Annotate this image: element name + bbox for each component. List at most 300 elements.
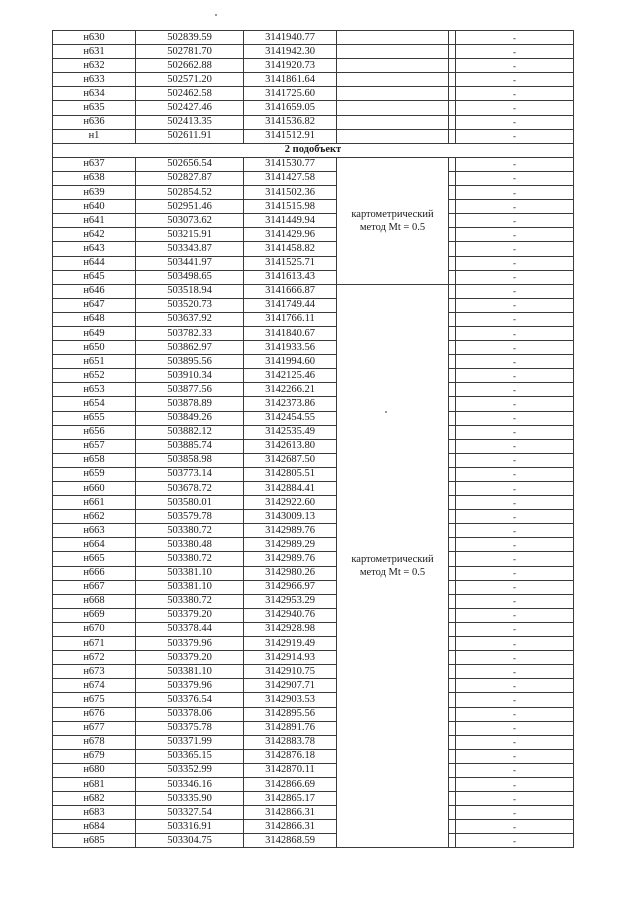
y-coordinate-cell: 3141536.82 (244, 115, 337, 129)
dash-cell: - (456, 186, 574, 200)
dash-cell: - (456, 73, 574, 87)
x-coordinate-cell: 503882.12 (136, 425, 244, 439)
y-coordinate-cell: 3141933.56 (244, 341, 337, 355)
point-id-cell: н639 (53, 186, 136, 200)
dash-cell: - (456, 200, 574, 214)
dash-cell: - (456, 820, 574, 834)
method-cell (337, 31, 449, 45)
y-coordinate-cell: 3141725.60 (244, 87, 337, 101)
spacer-cell (449, 482, 456, 496)
spacer-cell (449, 792, 456, 806)
dash-cell: - (456, 270, 574, 284)
table-row (53, 651, 574, 665)
table-row (53, 566, 574, 580)
spacer-cell (449, 453, 456, 467)
y-coordinate-cell: 3141659.05 (244, 101, 337, 115)
table-row (53, 693, 574, 707)
spacer-cell (449, 820, 456, 834)
point-id-cell: н656 (53, 425, 136, 439)
dash-cell: - (456, 355, 574, 369)
x-coordinate-cell: 503782.33 (136, 326, 244, 340)
point-id-cell: н636 (53, 115, 136, 129)
x-coordinate-cell: 503381.10 (136, 566, 244, 580)
y-coordinate-cell: 3142866.31 (244, 806, 337, 820)
dash-cell: - (456, 482, 574, 496)
dash-cell: - (456, 59, 574, 73)
table-row (53, 45, 574, 59)
spacer-cell (449, 834, 456, 848)
point-id-cell: н680 (53, 763, 136, 777)
y-coordinate-cell: 3142907.71 (244, 679, 337, 693)
dash-cell: - (456, 622, 574, 636)
x-coordinate-cell: 503380.72 (136, 524, 244, 538)
y-coordinate-cell: 3141525.71 (244, 256, 337, 270)
spacer-cell (449, 157, 456, 171)
y-coordinate-cell: 3142687.50 (244, 453, 337, 467)
table-row (53, 482, 574, 496)
y-coordinate-cell: 3142373.86 (244, 397, 337, 411)
x-coordinate-cell: 503352.99 (136, 763, 244, 777)
point-id-cell: н668 (53, 594, 136, 608)
table-row (53, 834, 574, 848)
method-cell (337, 87, 449, 101)
table-row (53, 467, 574, 481)
x-coordinate-cell: 503073.62 (136, 214, 244, 228)
spacer-cell (449, 256, 456, 270)
x-coordinate-cell: 503371.99 (136, 735, 244, 749)
spacer-cell (449, 552, 456, 566)
x-coordinate-cell: 503379.20 (136, 608, 244, 622)
point-id-cell: н654 (53, 397, 136, 411)
y-coordinate-cell: 3142940.76 (244, 608, 337, 622)
table-row (53, 326, 574, 340)
table-row (53, 31, 574, 45)
spacer-cell (449, 467, 456, 481)
spacer-cell (449, 735, 456, 749)
dash-cell: - (456, 566, 574, 580)
table-row (53, 312, 574, 326)
x-coordinate-cell: 503441.97 (136, 256, 244, 270)
dash-cell: - (456, 312, 574, 326)
point-id-cell: н650 (53, 341, 136, 355)
dash-cell: - (456, 665, 574, 679)
point-id-cell: н683 (53, 806, 136, 820)
spacer-cell (449, 242, 456, 256)
x-coordinate-cell: 502854.52 (136, 186, 244, 200)
point-id-cell: н645 (53, 270, 136, 284)
table-row (53, 524, 574, 538)
point-id-cell: н633 (53, 73, 136, 87)
dash-cell: - (456, 679, 574, 693)
dash-cell: - (456, 510, 574, 524)
spacer-cell (449, 538, 456, 552)
y-coordinate-cell: 3142922.60 (244, 496, 337, 510)
dash-cell: - (456, 242, 574, 256)
spacer-cell (449, 425, 456, 439)
y-coordinate-cell: 3142989.76 (244, 524, 337, 538)
spacer-cell (449, 87, 456, 101)
table-row (53, 679, 574, 693)
point-id-cell: н658 (53, 453, 136, 467)
point-id-cell: н660 (53, 482, 136, 496)
method-cell (337, 59, 449, 73)
x-coordinate-cell: 502827.87 (136, 171, 244, 185)
spacer-cell (449, 59, 456, 73)
spacer-cell (449, 45, 456, 59)
point-id-cell: н677 (53, 721, 136, 735)
table-row (53, 355, 574, 369)
x-coordinate-cell: 503498.65 (136, 270, 244, 284)
spacer-cell (449, 326, 456, 340)
spacer-cell (449, 651, 456, 665)
spacer-cell (449, 721, 456, 735)
point-id-cell: н667 (53, 580, 136, 594)
point-id-cell: н630 (53, 31, 136, 45)
table-row (53, 115, 574, 129)
point-id-cell: н655 (53, 411, 136, 425)
method-label-line-2: метод Mt = 0.5 (359, 221, 426, 233)
dash-cell: - (456, 496, 574, 510)
point-id-cell: н661 (53, 496, 136, 510)
spacer-cell (449, 186, 456, 200)
spacer-cell (449, 355, 456, 369)
x-coordinate-cell: 503910.34 (136, 369, 244, 383)
dash-cell: - (456, 214, 574, 228)
y-coordinate-cell: 3141840.67 (244, 326, 337, 340)
table-row (53, 622, 574, 636)
table-row (53, 806, 574, 820)
table-row (53, 792, 574, 806)
point-id-cell: н681 (53, 777, 136, 791)
spacer-cell (449, 608, 456, 622)
dash-cell: - (456, 453, 574, 467)
spacer-cell (449, 270, 456, 284)
spacer-cell (449, 200, 456, 214)
x-coordinate-cell: 503379.96 (136, 637, 244, 651)
dash-cell: - (456, 834, 574, 848)
x-coordinate-cell: 503862.97 (136, 341, 244, 355)
spacer-cell (449, 228, 456, 242)
point-id-cell: н679 (53, 749, 136, 763)
x-coordinate-cell: 503381.10 (136, 665, 244, 679)
y-coordinate-cell: 3142868.59 (244, 834, 337, 848)
table-row (53, 735, 574, 749)
spacer-cell (449, 284, 456, 298)
y-coordinate-cell: 3142891.76 (244, 721, 337, 735)
point-id-cell: н684 (53, 820, 136, 834)
y-coordinate-cell: 3141749.44 (244, 298, 337, 312)
table-row (53, 200, 574, 214)
spacer-cell (449, 510, 456, 524)
x-coordinate-cell: 502611.91 (136, 129, 244, 143)
dash-cell: - (456, 369, 574, 383)
dash-cell: - (456, 171, 574, 185)
point-id-cell: н672 (53, 651, 136, 665)
y-coordinate-cell: 3141429.96 (244, 228, 337, 242)
table-row (53, 397, 574, 411)
point-id-cell: н657 (53, 439, 136, 453)
x-coordinate-cell: 503316.91 (136, 820, 244, 834)
spacer-cell (449, 73, 456, 87)
method-cell (337, 115, 449, 129)
y-coordinate-cell: 3142866.69 (244, 777, 337, 791)
dash-cell: - (456, 806, 574, 820)
spacer-cell (449, 171, 456, 185)
dash-cell: - (456, 467, 574, 481)
table-row (53, 439, 574, 453)
spacer-cell (449, 383, 456, 397)
table-row (53, 707, 574, 721)
dash-cell: - (456, 707, 574, 721)
spacer-cell (449, 129, 456, 143)
point-id-cell: н1 (53, 129, 136, 143)
scan-speck (385, 411, 387, 413)
table-row (53, 665, 574, 679)
dash-cell: - (456, 45, 574, 59)
scan-speck (215, 14, 217, 16)
dash-cell: - (456, 228, 574, 242)
dash-cell: - (456, 651, 574, 665)
point-id-cell: н671 (53, 637, 136, 651)
x-coordinate-cell: 503381.10 (136, 580, 244, 594)
dash-cell: - (456, 792, 574, 806)
dash-cell: - (456, 721, 574, 735)
table-row (53, 763, 574, 777)
point-id-cell: н634 (53, 87, 136, 101)
point-id-cell: н664 (53, 538, 136, 552)
x-coordinate-cell: 503378.06 (136, 707, 244, 721)
spacer-cell (449, 115, 456, 129)
x-coordinate-cell: 503773.14 (136, 467, 244, 481)
spacer-cell (449, 763, 456, 777)
y-coordinate-cell: 3142876.18 (244, 749, 337, 763)
dash-cell: - (456, 115, 574, 129)
x-coordinate-cell: 503304.75 (136, 834, 244, 848)
point-id-cell: н665 (53, 552, 136, 566)
table-row (53, 383, 574, 397)
y-coordinate-cell: 3142989.76 (244, 552, 337, 566)
point-id-cell: н659 (53, 467, 136, 481)
point-id-cell: н675 (53, 693, 136, 707)
spacer-cell (449, 594, 456, 608)
y-coordinate-cell: 3141530.77 (244, 157, 337, 171)
y-coordinate-cell: 3142980.26 (244, 566, 337, 580)
dash-cell: - (456, 552, 574, 566)
x-coordinate-cell: 502413.35 (136, 115, 244, 129)
dash-cell: - (456, 524, 574, 538)
table-row (53, 270, 574, 284)
table-row (53, 721, 574, 735)
dash-cell: - (456, 284, 574, 298)
table-row (53, 186, 574, 200)
y-coordinate-cell: 3142535.49 (244, 425, 337, 439)
y-coordinate-cell: 3141449.94 (244, 214, 337, 228)
dash-cell: - (456, 439, 574, 453)
point-id-cell: н673 (53, 665, 136, 679)
table-row (53, 425, 574, 439)
x-coordinate-cell: 503335.90 (136, 792, 244, 806)
table-row (53, 369, 574, 383)
spacer-cell (449, 580, 456, 594)
table-row (53, 749, 574, 763)
x-coordinate-cell: 502781.70 (136, 45, 244, 59)
point-id-cell: н662 (53, 510, 136, 524)
table-row (53, 129, 574, 143)
y-coordinate-cell: 3142928.98 (244, 622, 337, 636)
point-id-cell: н637 (53, 157, 136, 171)
x-coordinate-cell: 503885.74 (136, 439, 244, 453)
spacer-cell (449, 806, 456, 820)
x-coordinate-cell: 503520.73 (136, 298, 244, 312)
method-cell (337, 45, 449, 59)
x-coordinate-cell: 503380.48 (136, 538, 244, 552)
point-id-cell: н666 (53, 566, 136, 580)
dash-cell: - (456, 31, 574, 45)
point-id-cell: н632 (53, 59, 136, 73)
point-id-cell: н648 (53, 312, 136, 326)
y-coordinate-cell: 3142266.21 (244, 383, 337, 397)
table-row (53, 242, 574, 256)
y-coordinate-cell: 3142613.80 (244, 439, 337, 453)
table-row (53, 580, 574, 594)
dash-cell: - (456, 637, 574, 651)
table-row (53, 510, 574, 524)
dash-cell: - (456, 777, 574, 791)
dash-cell: - (456, 608, 574, 622)
point-id-cell: н676 (53, 707, 136, 721)
spacer-cell (449, 566, 456, 580)
dash-cell: - (456, 341, 574, 355)
method-label-line-1: картометрический (351, 554, 434, 566)
x-coordinate-cell: 502662.88 (136, 59, 244, 73)
y-coordinate-cell: 3142953.29 (244, 594, 337, 608)
y-coordinate-cell: 3141515.98 (244, 200, 337, 214)
y-coordinate-cell: 3142454.55 (244, 411, 337, 425)
x-coordinate-cell: 503343.87 (136, 242, 244, 256)
table-row (53, 228, 574, 242)
y-coordinate-cell: 3141940.77 (244, 31, 337, 45)
x-coordinate-cell: 502462.58 (136, 87, 244, 101)
table-row (53, 298, 574, 312)
y-coordinate-cell: 3142866.31 (244, 820, 337, 834)
table-row (53, 157, 574, 171)
point-id-cell: н670 (53, 622, 136, 636)
y-coordinate-cell: 3141502.36 (244, 186, 337, 200)
point-id-cell: н642 (53, 228, 136, 242)
y-coordinate-cell: 3142910.75 (244, 665, 337, 679)
spacer-cell (449, 679, 456, 693)
table-row (53, 608, 574, 622)
section-header: 2 подобъект (53, 143, 574, 157)
dash-cell: - (456, 763, 574, 777)
point-id-cell: н678 (53, 735, 136, 749)
section-header-row (53, 143, 574, 157)
x-coordinate-cell: 503346.16 (136, 777, 244, 791)
x-coordinate-cell: 502951.46 (136, 200, 244, 214)
spacer-cell (449, 439, 456, 453)
point-id-cell: н685 (53, 834, 136, 848)
table-row (53, 820, 574, 834)
point-id-cell: н638 (53, 171, 136, 185)
table-row (53, 101, 574, 115)
table-row (53, 284, 574, 298)
dash-cell: - (456, 580, 574, 594)
spacer-cell (449, 298, 456, 312)
dash-cell: - (456, 411, 574, 425)
x-coordinate-cell: 503678.72 (136, 482, 244, 496)
y-coordinate-cell: 3141920.73 (244, 59, 337, 73)
table-row (53, 496, 574, 510)
x-coordinate-cell: 503518.94 (136, 284, 244, 298)
dash-cell: - (456, 749, 574, 763)
x-coordinate-cell: 503379.96 (136, 679, 244, 693)
point-id-cell: н635 (53, 101, 136, 115)
point-id-cell: н641 (53, 214, 136, 228)
dash-cell: - (456, 157, 574, 171)
x-coordinate-cell: 503579.78 (136, 510, 244, 524)
x-coordinate-cell: 503895.56 (136, 355, 244, 369)
table-row (53, 411, 574, 425)
spacer-cell (449, 369, 456, 383)
spacer-cell (449, 31, 456, 45)
x-coordinate-cell: 503375.78 (136, 721, 244, 735)
dash-cell: - (456, 256, 574, 270)
table-row (53, 59, 574, 73)
spacer-cell (449, 214, 456, 228)
y-coordinate-cell: 3142865.17 (244, 792, 337, 806)
table-row (53, 538, 574, 552)
x-coordinate-cell: 503878.89 (136, 397, 244, 411)
y-coordinate-cell: 3141861.64 (244, 73, 337, 87)
dash-cell: - (456, 129, 574, 143)
x-coordinate-cell: 503380.72 (136, 594, 244, 608)
y-coordinate-cell: 3142125.46 (244, 369, 337, 383)
y-coordinate-cell: 3141427.58 (244, 171, 337, 185)
spacer-cell (449, 397, 456, 411)
method-label-line-2: метод Mt = 0.5 (359, 567, 426, 579)
dash-cell: - (456, 425, 574, 439)
dash-cell: - (456, 594, 574, 608)
method-cell (337, 129, 449, 143)
spacer-cell (449, 411, 456, 425)
point-id-cell: н647 (53, 298, 136, 312)
x-coordinate-cell: 503215.91 (136, 228, 244, 242)
dash-cell: - (456, 298, 574, 312)
x-coordinate-cell: 503580.01 (136, 496, 244, 510)
spacer-cell (449, 707, 456, 721)
dash-cell: - (456, 397, 574, 411)
point-id-cell: н644 (53, 256, 136, 270)
y-coordinate-cell: 3142870.11 (244, 763, 337, 777)
method-cell (337, 157, 449, 284)
table-row (53, 87, 574, 101)
x-coordinate-cell: 502427.46 (136, 101, 244, 115)
table-row (53, 453, 574, 467)
spacer-cell (449, 693, 456, 707)
point-id-cell: н631 (53, 45, 136, 59)
x-coordinate-cell: 503378.44 (136, 622, 244, 636)
y-coordinate-cell: 3142919.49 (244, 637, 337, 651)
spacer-cell (449, 524, 456, 538)
x-coordinate-cell: 503849.26 (136, 411, 244, 425)
spacer-cell (449, 665, 456, 679)
spacer-cell (449, 637, 456, 651)
y-coordinate-cell: 3142989.29 (244, 538, 337, 552)
dash-cell: - (456, 735, 574, 749)
y-coordinate-cell: 3142914.93 (244, 651, 337, 665)
dash-cell: - (456, 87, 574, 101)
y-coordinate-cell: 3142884.41 (244, 482, 337, 496)
